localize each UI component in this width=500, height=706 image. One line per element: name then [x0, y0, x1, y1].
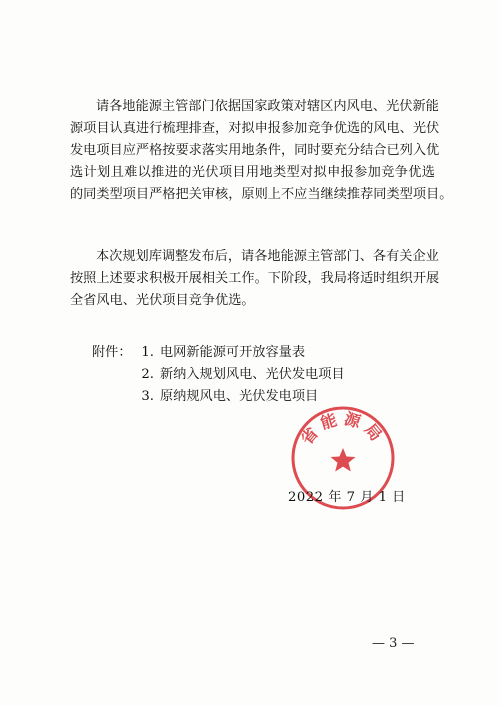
attachment-number: 2. [141, 367, 154, 382]
paragraph-line: 按照上述要求积极开展相关工作。下阶段，我局将适时组织开展 [70, 271, 440, 286]
document-date: 2022 年 7 月 1 日 [288, 490, 406, 505]
paragraph-line: 的同类型项目严格把关审核，原则上不应当继续推荐同类型项目。 [70, 187, 453, 202]
paragraph-line: 发电项目应严格按要求落实用地条件，同时要充分结合已列入优 [70, 143, 440, 158]
attachment-item [92, 342, 345, 364]
attachment-title: 电网新能源可开放容量表 [160, 345, 306, 360]
attachment-item [92, 364, 345, 386]
paragraph-review-instructions [70, 96, 453, 206]
page-number: — 3 — [372, 636, 415, 651]
paragraph-line: 选计划且难以推进的光伏项目用地类型对拟申报参加竞争优选 [70, 165, 435, 180]
paragraph-line: 请各地能源主管部门依据国家政策对辖区内风电、光伏新能 [96, 99, 439, 114]
paragraph-line: 源项目认真进行梳理排查，对拟申报参加竞争优选的风电、光伏 [70, 121, 440, 136]
paragraph-line: 全省风电、光伏项目竞争优选。 [70, 293, 255, 308]
attachments-list [92, 342, 345, 408]
attachment-title: 新纳入规划风电、光伏发电项目 [160, 367, 345, 382]
attachment-number: 1. [141, 345, 154, 360]
paragraph-line: 本次规划库调整发布后，请各地能源主管部门、各有关企业 [96, 249, 439, 264]
seal-text: 省能源局 [297, 408, 389, 449]
attachments-label: 附件： [92, 345, 132, 360]
attachment-title: 原纳规风电、光伏发电项目 [160, 389, 319, 404]
attachment-number: 3. [141, 389, 154, 404]
paragraph-next-steps [70, 246, 440, 312]
star-icon [331, 448, 356, 472]
